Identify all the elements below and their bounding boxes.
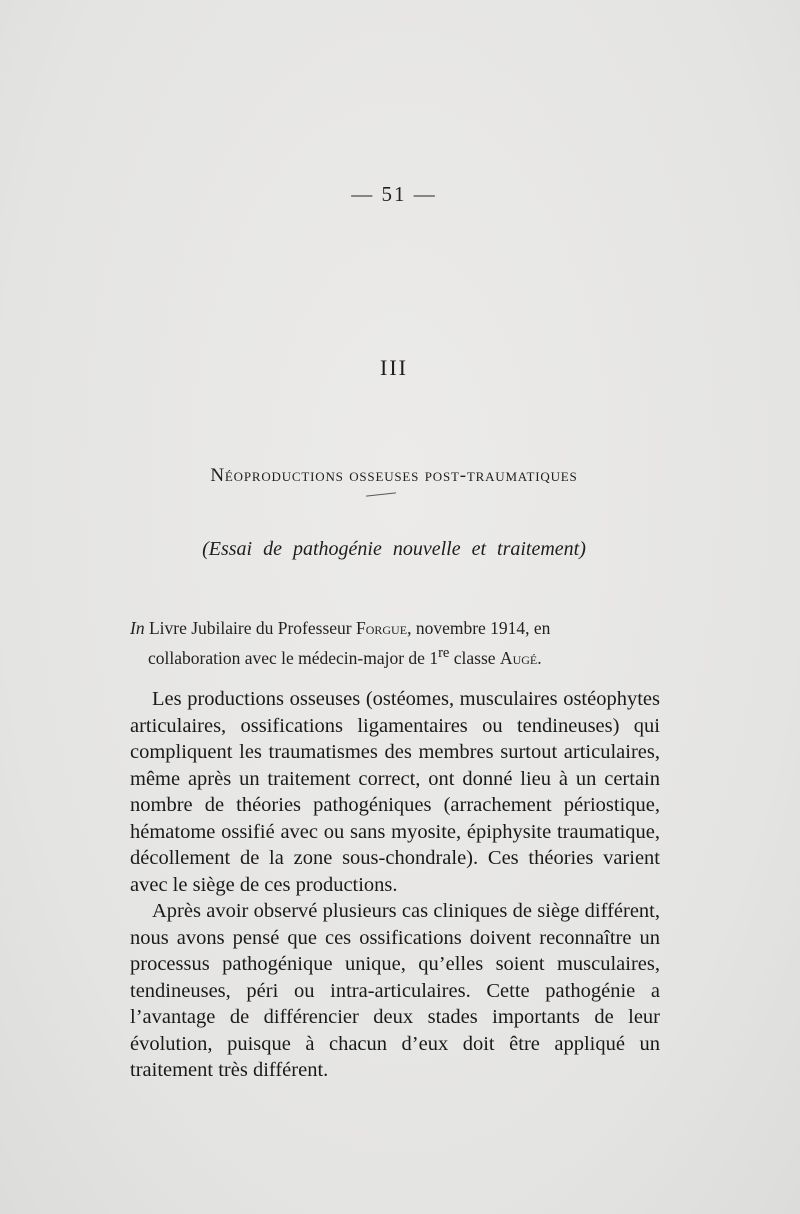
reference-part-3: collaboration avec le médecin-major de 1 [148, 647, 439, 668]
section-numeral: III [380, 355, 408, 380]
reference-in: In [130, 618, 145, 638]
reference-professor: Forgue [355, 618, 408, 638]
reference-part-2: , novembre 1914, en [407, 618, 551, 638]
page-number: — 51 — [351, 182, 437, 206]
paragraph: Après avoir observé plusieurs cas cliniques de siège différent, nous avons pensé que ces ossifications doivent reconnaître un processus pathogénique unique, qu’elles soient musculaires, tendineuses, péri ou intra-articulaires. Cette pathogénie a l’avantage de différencier deux stades importants de leur évolution, puisque à chacun d’eux doit être appliqué un traitement très différent. [130, 900, 660, 1081]
publication-reference [130, 616, 662, 671]
reference-part-4: classe [449, 647, 500, 668]
article-title: Néoproductions osseuses post-traumatiques [210, 465, 578, 486]
reference-line-2 [130, 641, 662, 671]
reference-coauthor: Augé [499, 647, 538, 668]
body-text [130, 686, 660, 1084]
reference-part-5: . [537, 647, 542, 668]
article-subtitle: (Essai de pathogénie nouvelle et traitement) [202, 538, 586, 560]
reference-line-1 [130, 618, 550, 638]
reference-superscript: re [438, 645, 450, 661]
title-rule [366, 492, 396, 496]
paragraph: Les productions osseuses (ostéomes, musculaires ostéophytes articulaires, ossifications ligamentaires ou tendineuses) qui compliquent les traumatismes des membres surtout articulaires, même après un traitement correct, ont donné lieu à un certain nombre de théories pathogéniques (arrachement périostique, hématome ossifié avec ou sans myosite, épiphysite traumatique, décollement de la zone sous-chondrale). Ces théories varient avec le siège de ces productions. [130, 688, 660, 896]
reference-part-1: Livre Jubilaire du Professeur [144, 618, 356, 638]
